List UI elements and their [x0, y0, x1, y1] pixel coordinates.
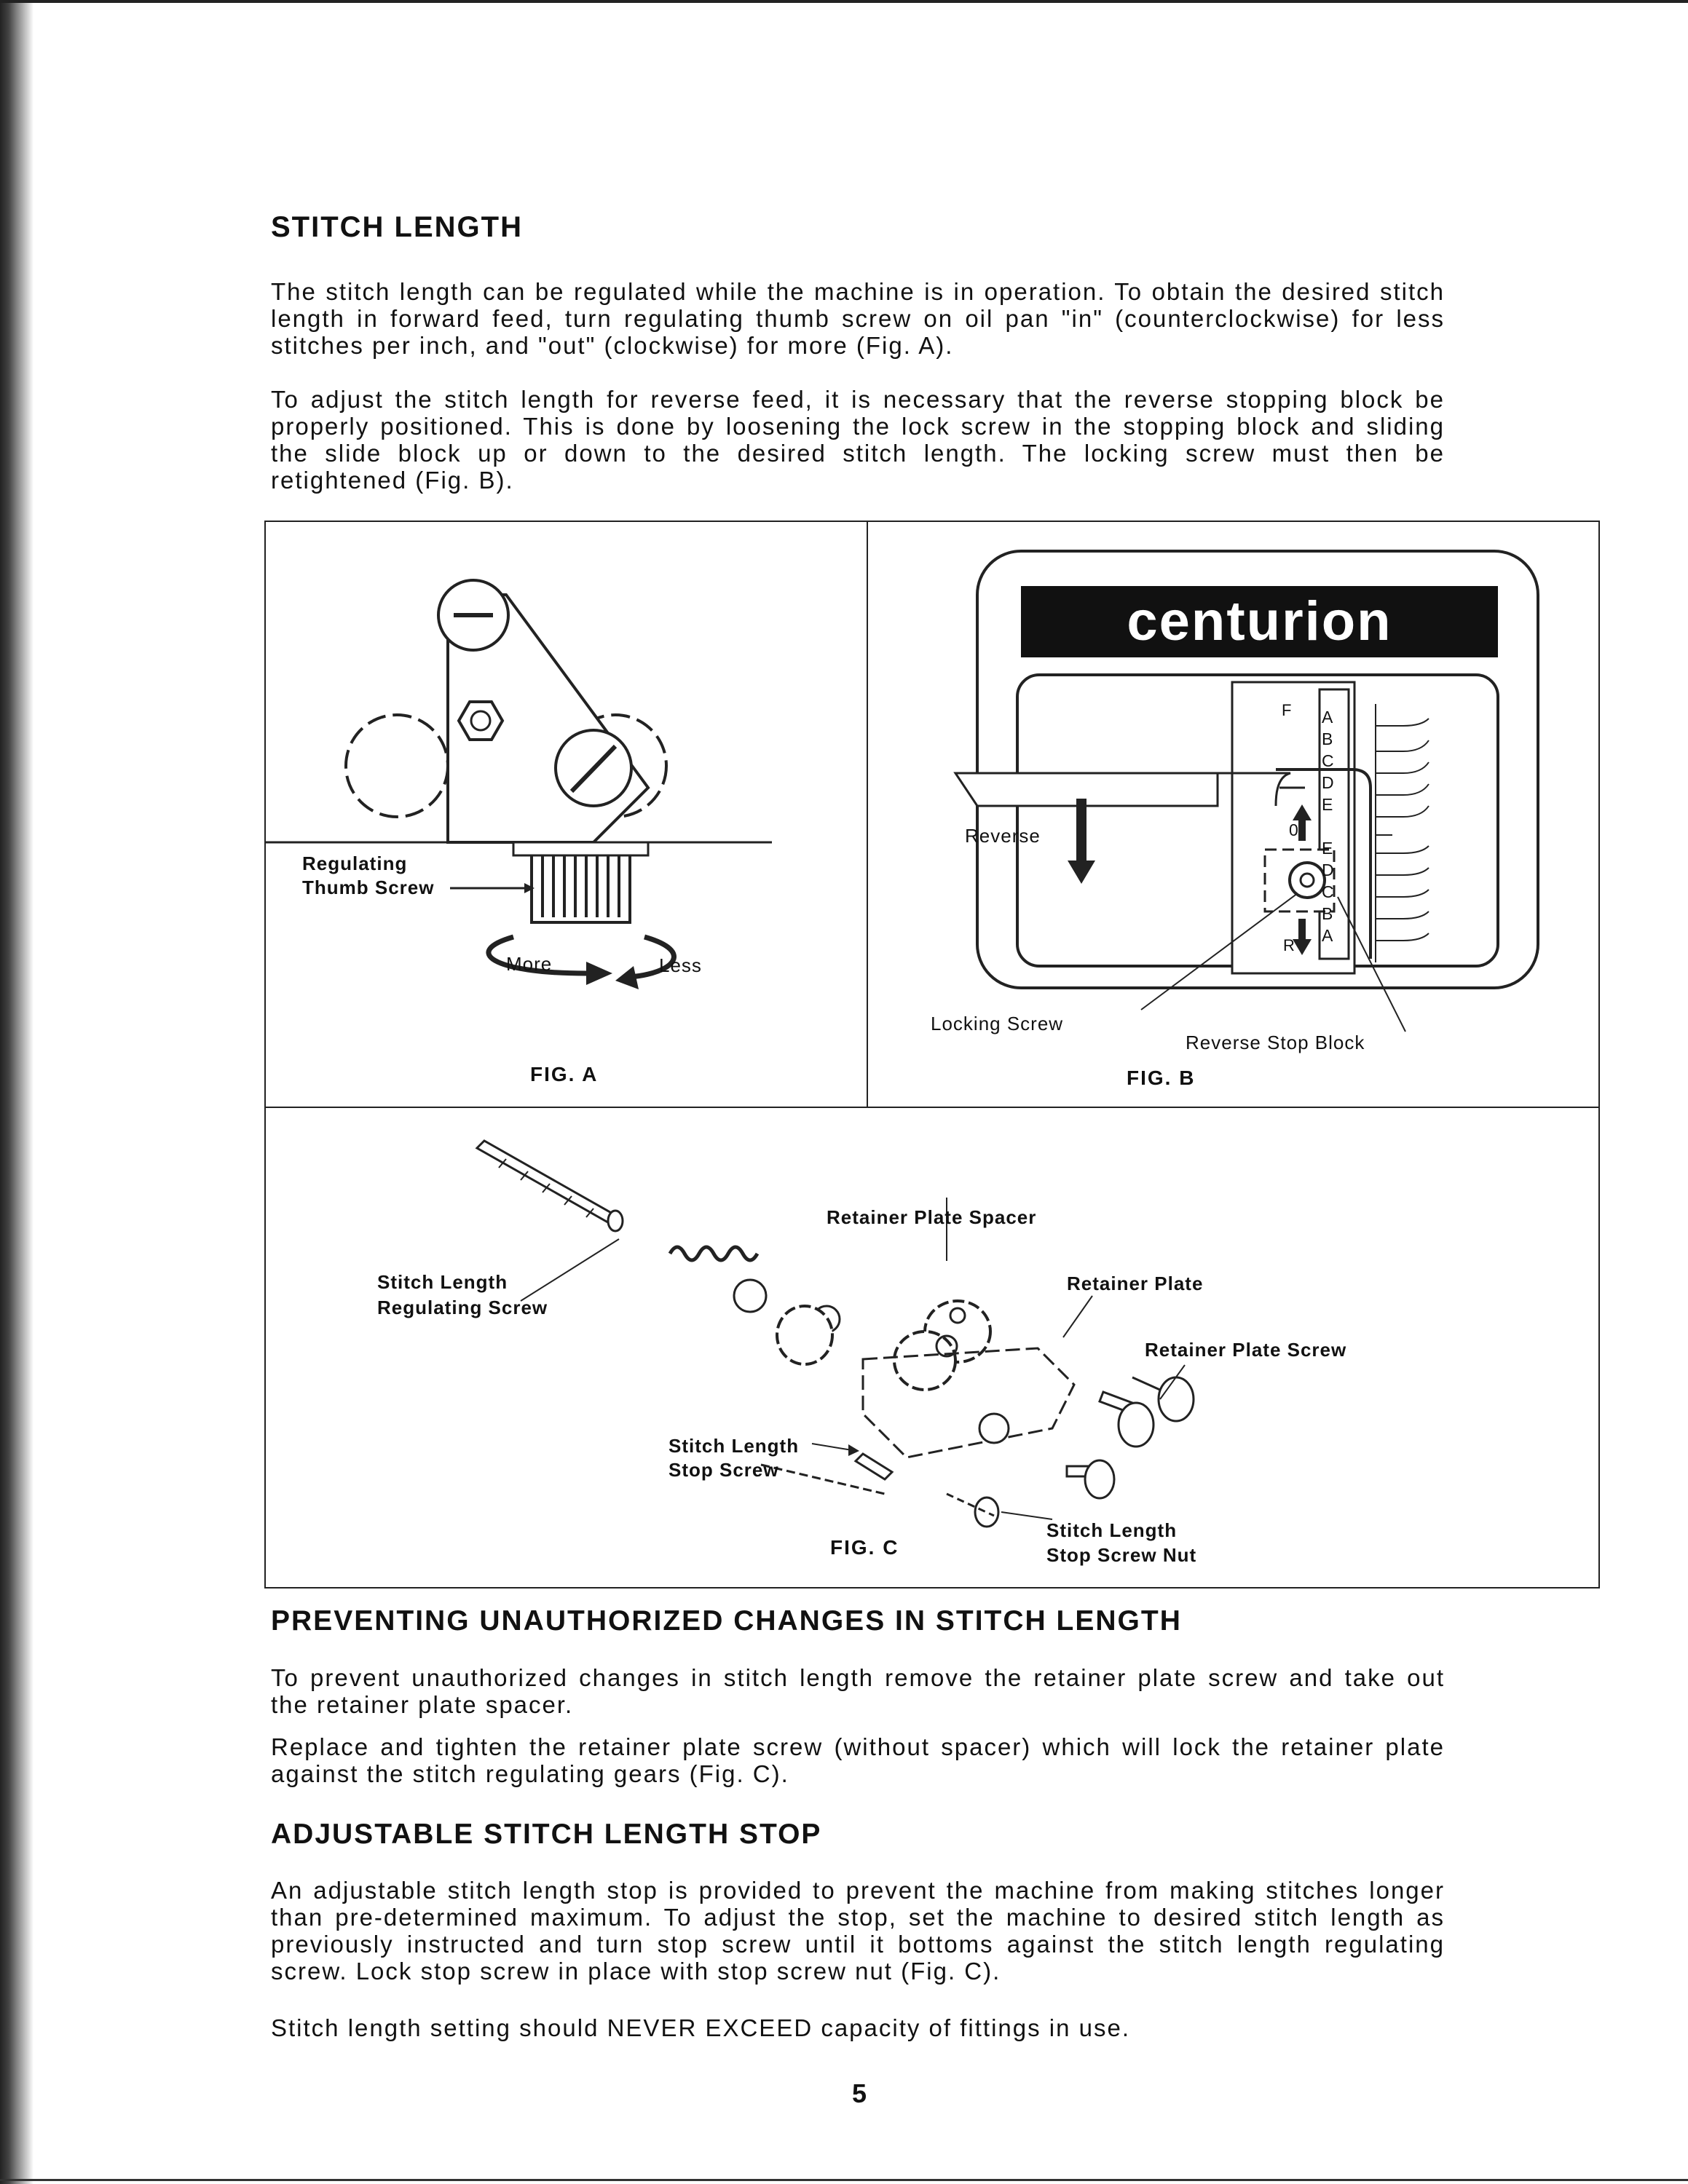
fig-a-label-more: More [506, 953, 553, 975]
paragraph-preventing-1: To prevent unauthorized changes in stitch length remove the retainer plate screw and take out the retainer plate spacer. [271, 1664, 1445, 1718]
fig-a-caption: FIG. A [530, 1063, 599, 1085]
fig-b-scale-reverse-c: C [1322, 882, 1335, 901]
fig-b-scale-forward-c: C [1322, 751, 1335, 770]
heading-preventing-unauthorized-changes: PREVENTING UNAUTHORIZED CHANGES IN STITCH LENGTH [271, 1605, 1182, 1637]
fig-b-scale-zero: 0 [1289, 820, 1299, 839]
fig-a-drawing [266, 522, 867, 1104]
paragraph-stitch-length-forward: The stitch length can be regulated while the machine is in operation. To obtain the desired stitch length in forward feed, turn regulating thumb screw on oil pan "in" (counterclockwise) for less stitches per inch, and "out" (clockwise) for more (Fig. A). [271, 278, 1445, 359]
scan-bottom-border [0, 2179, 1688, 2181]
fig-b-scale-forward-a: A [1322, 708, 1334, 727]
fig-b-scale-reverse-e: E [1322, 839, 1334, 858]
fig-c-label-regulating-screw-line2: Regulating Screw [377, 1297, 548, 1318]
heading-adjustable-stitch-length-stop: ADJUSTABLE STITCH LENGTH STOP [271, 1819, 822, 1850]
page-number: 5 [852, 2078, 867, 2108]
fig-b-scale-forward-e: E [1322, 795, 1334, 814]
fig-b-label-reverse-stop-block: Reverse Stop Block [1186, 1032, 1365, 1053]
fig-b-brand-logo: centurion [1127, 590, 1392, 652]
heading-stitch-length: STITCH LENGTH [271, 211, 523, 243]
fig-b-scale-forward-b: B [1322, 729, 1334, 748]
paragraph-adjustable-2: Stitch length setting should NEVER EXCEED capacity of fittings in use. [271, 2014, 1131, 2041]
fig-b-caption: FIG. B [1127, 1067, 1196, 1089]
fig-c-label-retainer-plate-screw: Retainer Plate Screw [1145, 1339, 1347, 1361]
fig-c-drawing [266, 1108, 1597, 1585]
paragraph-preventing-2: Replace and tighten the retainer plate screw (without spacer) which will lock the retainer plate against the stitch regulating gears (Fig. C). [271, 1733, 1445, 1787]
fig-b-label-locking-screw: Locking Screw [931, 1013, 1064, 1034]
fig-b-scale-reverse-a: A [1322, 926, 1334, 945]
fig-c-label-retainer-plate: Retainer Plate [1067, 1273, 1204, 1294]
fig-b-scale-reverse-d: D [1322, 860, 1335, 879]
scanned-page-edge [0, 0, 33, 2184]
fig-b-scale-reverse-b: B [1322, 904, 1334, 923]
fig-a-label-regulating: Regulating [302, 852, 408, 874]
fig-b-scale-forward-d: D [1322, 773, 1335, 792]
fig-c-label-regulating-screw-line1: Stitch Length [377, 1271, 508, 1293]
fig-a-label-thumb-screw: Thumb Screw [302, 877, 435, 898]
fig-b-label-reverse: Reverse [965, 825, 1041, 847]
fig-c-caption: FIG. C [830, 1536, 899, 1559]
scan-top-border [0, 0, 1688, 3]
fig-c-label-nut-line2: Stop Screw Nut [1046, 1544, 1197, 1566]
fig-c-label-stop-screw-line2: Stop Screw [669, 1459, 779, 1481]
fig-c-label-stop-screw-line1: Stitch Length [669, 1435, 800, 1457]
fig-b-scale-bottom-letter: R [1283, 936, 1295, 954]
paragraph-stitch-length-reverse: To adjust the stitch length for reverse feed, it is necessary that the reverse stopping block be properly positioned. This is done by loosening the lock screw in the stopping block and sliding the slide block up or down to the desired stitch length. The locking screw must then be retightened (Fig. B). [271, 386, 1445, 494]
fig-c-label-retainer-plate-spacer: Retainer Plate Spacer [827, 1206, 1037, 1228]
fig-c-label-nut-line1: Stitch Length [1046, 1519, 1178, 1541]
fig-a-label-less: Less [659, 954, 702, 976]
fig-b-scale-top-letter: F [1282, 701, 1293, 719]
paragraph-adjustable-1: An adjustable stitch length stop is provided to prevent the machine from making stitches longer than pre-determined maximum. To adjust the stop, set the machine to desired stitch length as previously instructed and turn stop screw until it bottoms against the stitch length regulating screw. Lock stop screw in place with stop screw nut (Fig. C). [271, 1877, 1445, 1985]
